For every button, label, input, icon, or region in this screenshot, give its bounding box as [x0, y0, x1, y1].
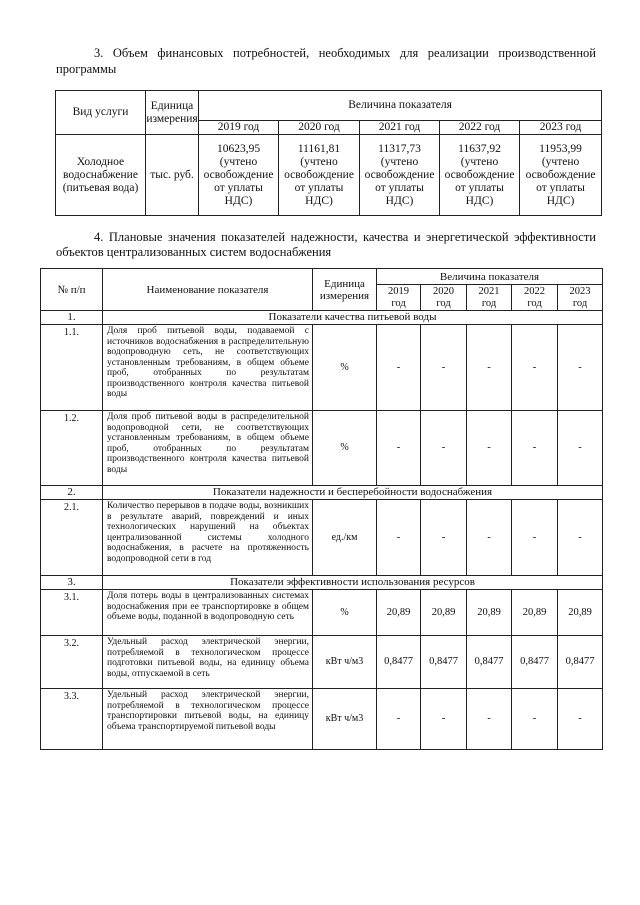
- indicator-value: -: [467, 411, 512, 486]
- indicator-name: Доля потерь воды в централизованных системах водоснабжения при ее транспортировке в общем объеме воды, поданной в водопроводную сеть: [103, 590, 313, 636]
- year-header: [377, 285, 421, 311]
- indicator-value: 20,89: [467, 590, 512, 636]
- indicator-unit: %: [313, 411, 377, 486]
- header-service: Вид услуги: [56, 91, 146, 135]
- year-number: 2020: [433, 285, 454, 297]
- row-number: 3.3.: [41, 689, 103, 750]
- header-unit: Единица измерения: [146, 91, 199, 135]
- year-header: [467, 285, 512, 311]
- section-3-title: Объем финансовых потребностей, необходимых для реализации производственной программы: [56, 46, 596, 76]
- indicator-unit: %: [313, 325, 377, 411]
- indicator-value: 0,8477: [512, 636, 558, 689]
- year-header: 2019 год: [199, 121, 279, 135]
- service-name: Холодное водоснабжение (питьевая вода): [56, 135, 146, 216]
- indicator-value: -: [421, 411, 467, 486]
- financial-needs-table: [55, 90, 602, 216]
- indicator-value: -: [377, 500, 421, 576]
- value-amount: 11953,99: [539, 142, 582, 155]
- year-header: 2023 год: [520, 121, 602, 135]
- indicator-value: -: [377, 689, 421, 750]
- value-cell: [520, 135, 602, 216]
- year-header: 2020 год: [279, 121, 360, 135]
- value-note: (учтено освобождение от уплаты НДС): [364, 155, 435, 207]
- indicator-value: -: [512, 325, 558, 411]
- indicator-unit: кВт ч/м3: [313, 689, 377, 750]
- indicator-value: 0,8477: [377, 636, 421, 689]
- value-cell: [279, 135, 360, 216]
- indicator-value: -: [467, 325, 512, 411]
- section-4-number: 4.: [94, 230, 104, 244]
- indicator-value: 20,89: [558, 590, 603, 636]
- year-word: год: [572, 297, 588, 309]
- year-header: 2021 год: [360, 121, 440, 135]
- year-word: год: [436, 297, 451, 309]
- value-note: (учтено освобождение от уплаты НДС): [525, 155, 596, 207]
- section-4-title: Плановые значения показателей надежности, качества и энергетической эффективности объектов централизованных систем водоснабжения: [56, 230, 596, 259]
- row-number: 1.2.: [41, 411, 103, 486]
- header-value: Величина показателя: [377, 269, 603, 285]
- value-amount: 11161,81: [297, 142, 341, 155]
- year-number: 2022: [524, 285, 545, 297]
- value-amount: 11637,92: [458, 142, 501, 155]
- indicator-name: Количество перерывов в подаче воды, возникших в результате аварий, повреждений и иных технологических нарушений на объектах централизованной системы холодного водоснабжения, в расчете на протяженность водопроводной сети в год: [103, 500, 313, 576]
- indicator-value: -: [421, 325, 467, 411]
- header-num: № п/п: [41, 269, 103, 311]
- indicator-value: -: [558, 411, 603, 486]
- row-number: 2.1.: [41, 500, 103, 576]
- indicator-unit: кВт ч/м3: [313, 636, 377, 689]
- indicator-value: -: [421, 689, 467, 750]
- indicator-value: -: [421, 500, 467, 576]
- value-cell: [199, 135, 279, 216]
- year-header: [558, 285, 603, 311]
- header-name: Наименование показателя: [103, 269, 313, 311]
- indicator-unit: %: [313, 590, 377, 636]
- indicator-value: -: [377, 325, 421, 411]
- year-header: [512, 285, 558, 311]
- indicator-value: 20,89: [512, 590, 558, 636]
- year-word: год: [527, 297, 542, 309]
- section-number: 2.: [41, 486, 103, 500]
- section-number: 1.: [41, 311, 103, 325]
- unit-cell: тыс. руб.: [146, 135, 199, 216]
- row-number: 3.1.: [41, 590, 103, 636]
- indicator-value: -: [512, 689, 558, 750]
- year-number: 2023: [569, 285, 591, 297]
- indicator-value: -: [558, 325, 603, 411]
- section-title: Показатели надежности и бесперебойности водоснабжения: [103, 486, 603, 500]
- indicator-value: 0,8477: [467, 636, 512, 689]
- section-3-heading: [56, 45, 596, 77]
- indicator-value: -: [512, 411, 558, 486]
- year-header: 2022 год: [440, 121, 520, 135]
- indicator-name: Доля проб питьевой воды в распределительной водопроводной сети, не соответствующих установленным требованиям, в общем объеме проб, отобранных по результатам производственного контроля качества питьевой воды: [103, 411, 313, 486]
- indicator-value: 0,8477: [421, 636, 467, 689]
- value-note: (учтено освобождение от уплаты НДС): [284, 155, 354, 207]
- value-amount: 11317,73: [378, 142, 421, 155]
- indicator-name: Доля проб питьевой воды, подаваемой с источников водоснабжения в распределительную водопроводную сеть, не соответствующих установленным требованиям, в общем объеме проб, отобранных по результатам производственного контроля качества питьевой воды: [103, 325, 313, 411]
- year-word: год: [481, 297, 497, 309]
- header-unit: Единица измерения: [313, 269, 377, 311]
- year-header: [421, 285, 467, 311]
- indicator-unit: ед./км: [313, 500, 377, 576]
- value-note: (учтено освобождение от уплаты НДС): [203, 155, 274, 207]
- section-number: 3.: [41, 576, 103, 590]
- indicator-value: -: [467, 500, 512, 576]
- indicator-value: 20,89: [421, 590, 467, 636]
- year-number: 2019: [388, 285, 409, 297]
- section-title: Показатели эффективности использования ресурсов: [103, 576, 603, 590]
- value-cell: [360, 135, 440, 216]
- value-cell: [440, 135, 520, 216]
- section-title: Показатели качества питьевой воды: [103, 311, 603, 325]
- row-number: 1.1.: [41, 325, 103, 411]
- indicator-value: -: [558, 500, 603, 576]
- year-number: 2021: [478, 285, 500, 297]
- header-value: Величина показателя: [199, 91, 602, 121]
- row-number: 3.2.: [41, 636, 103, 689]
- indicator-name: Удельный расход электрической энергии, потребляемой в технологическом процессе транспортировки питьевой воды, на единицу объема транспортируемой питьевой воды: [103, 689, 313, 750]
- section-3-number: 3.: [94, 46, 104, 60]
- indicator-name: Удельный расход электрической энергии, потребляемой в технологическом процессе подготовки питьевой воды, на единицу объема воды, отпускаемой в сеть: [103, 636, 313, 689]
- indicator-value: 0,8477: [558, 636, 603, 689]
- indicators-table: [40, 268, 603, 750]
- indicator-value: 20,89: [377, 590, 421, 636]
- value-amount: 10623,95: [216, 142, 261, 155]
- value-note: (учтено освобождение от уплаты НДС): [444, 155, 515, 207]
- indicator-value: -: [467, 689, 512, 750]
- indicator-value: -: [377, 411, 421, 486]
- section-4-heading: [56, 230, 596, 260]
- indicator-value: -: [512, 500, 558, 576]
- year-word: год: [391, 297, 406, 309]
- indicator-value: -: [558, 689, 603, 750]
